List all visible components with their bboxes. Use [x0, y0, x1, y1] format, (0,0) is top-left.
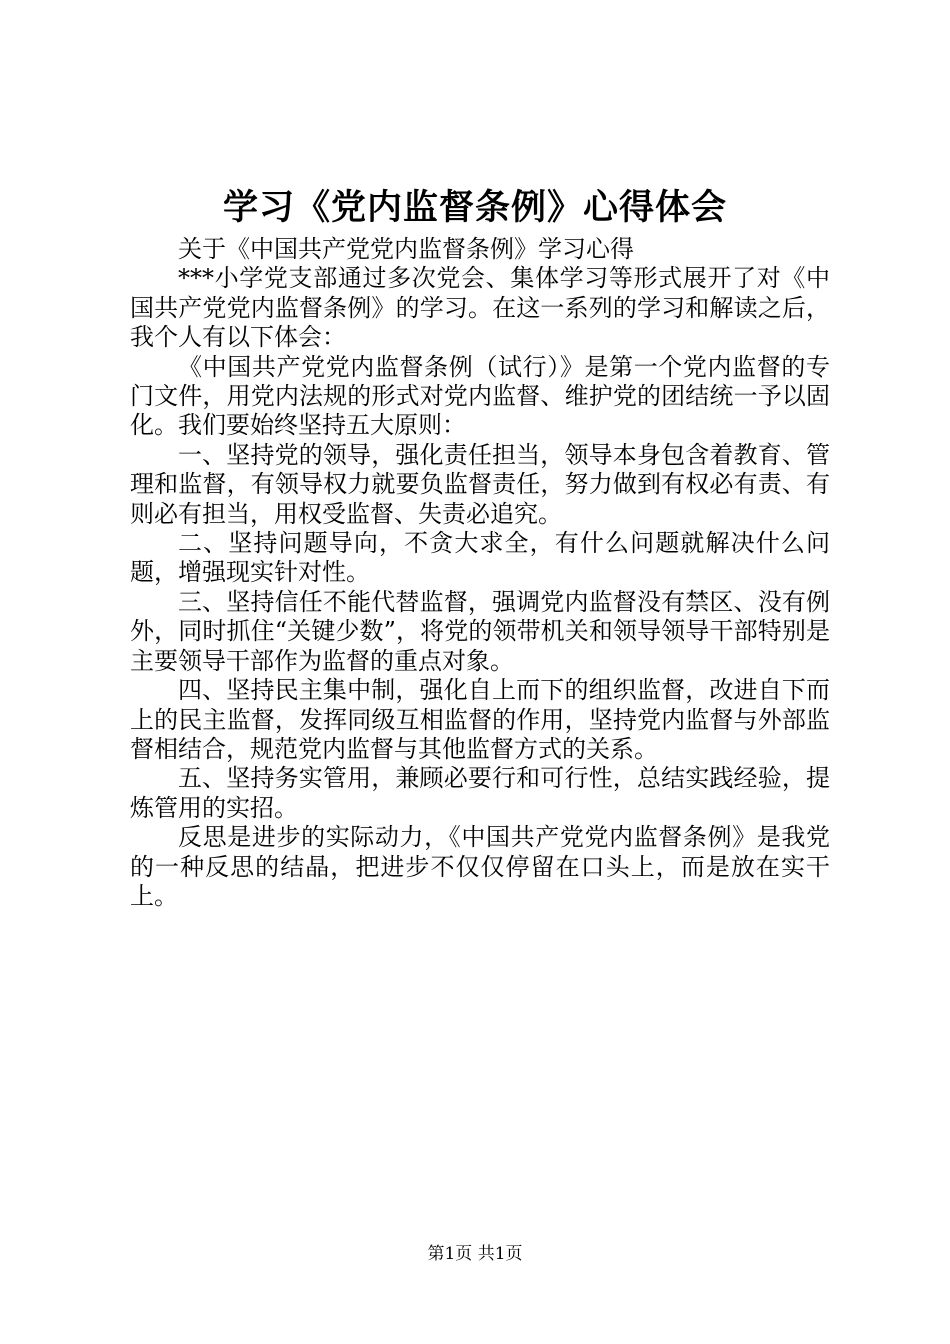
- paragraph-intro: ***小学党支部通过多次党会、集体学习等形式展开了对《中国共产党党内监督条例》的学习。在这一系列的学习和解读之后，我个人有以下体会：: [130, 264, 830, 352]
- paragraph-principle-2: 二、坚持问题导向，不贪大求全，有什么问题就解决什么问题，增强现实针对性。: [130, 529, 830, 587]
- paragraph-subtitle: 关于《中国共产党党内监督条例》学习心得: [178, 235, 634, 263]
- paragraph-principle-3: 三、坚持信任不能代替监督，强调党内监督没有禁区、没有例外，同时抓住“关键少数”，将党的领带机关和领导领导干部特别是主要领导干部作为监督的重点对象。: [130, 587, 830, 675]
- page-footer: 第1页 共1页: [427, 1244, 523, 1264]
- paragraph-conclusion: 反思是进步的实际动力，《中国共产党党内监督条例》是我党的一种反思的结晶，把进步不仅仅停留在口头上，而是放在实干上。: [130, 823, 830, 910]
- document-title: 学习《党内监督条例》心得体会: [222, 188, 727, 228]
- document-body: [130, 235, 830, 911]
- paragraph-principle-4: 四、坚持民主集中制，强化自上而下的组织监督，改进自下而上的民主监督，发挥同级互相监督的作用，坚持党内监督与外部监督相结合，规范党内监督与其他监督方式的关系。: [130, 676, 830, 763]
- paragraph-principle-1: 一、坚持党的领导，强化责任担当，领导本身包含着教育、管理和监督，有领导权力就要负监督责任，努力做到有权必有责、有则必有担当，用权受监督、失责必追究。: [130, 440, 830, 528]
- paragraph-principle-5: 五、坚持务实管用，兼顾必要行和可行性，总结实践经验，提炼管用的实招。: [130, 764, 830, 822]
- paragraph-regulation: 《中国共产党党内监督条例（试行）》是第一个党内监督的专门文件，用党内法规的形式对党内监督、维护党的团结统一予以固化。我们要始终坚持五大原则：: [130, 352, 830, 440]
